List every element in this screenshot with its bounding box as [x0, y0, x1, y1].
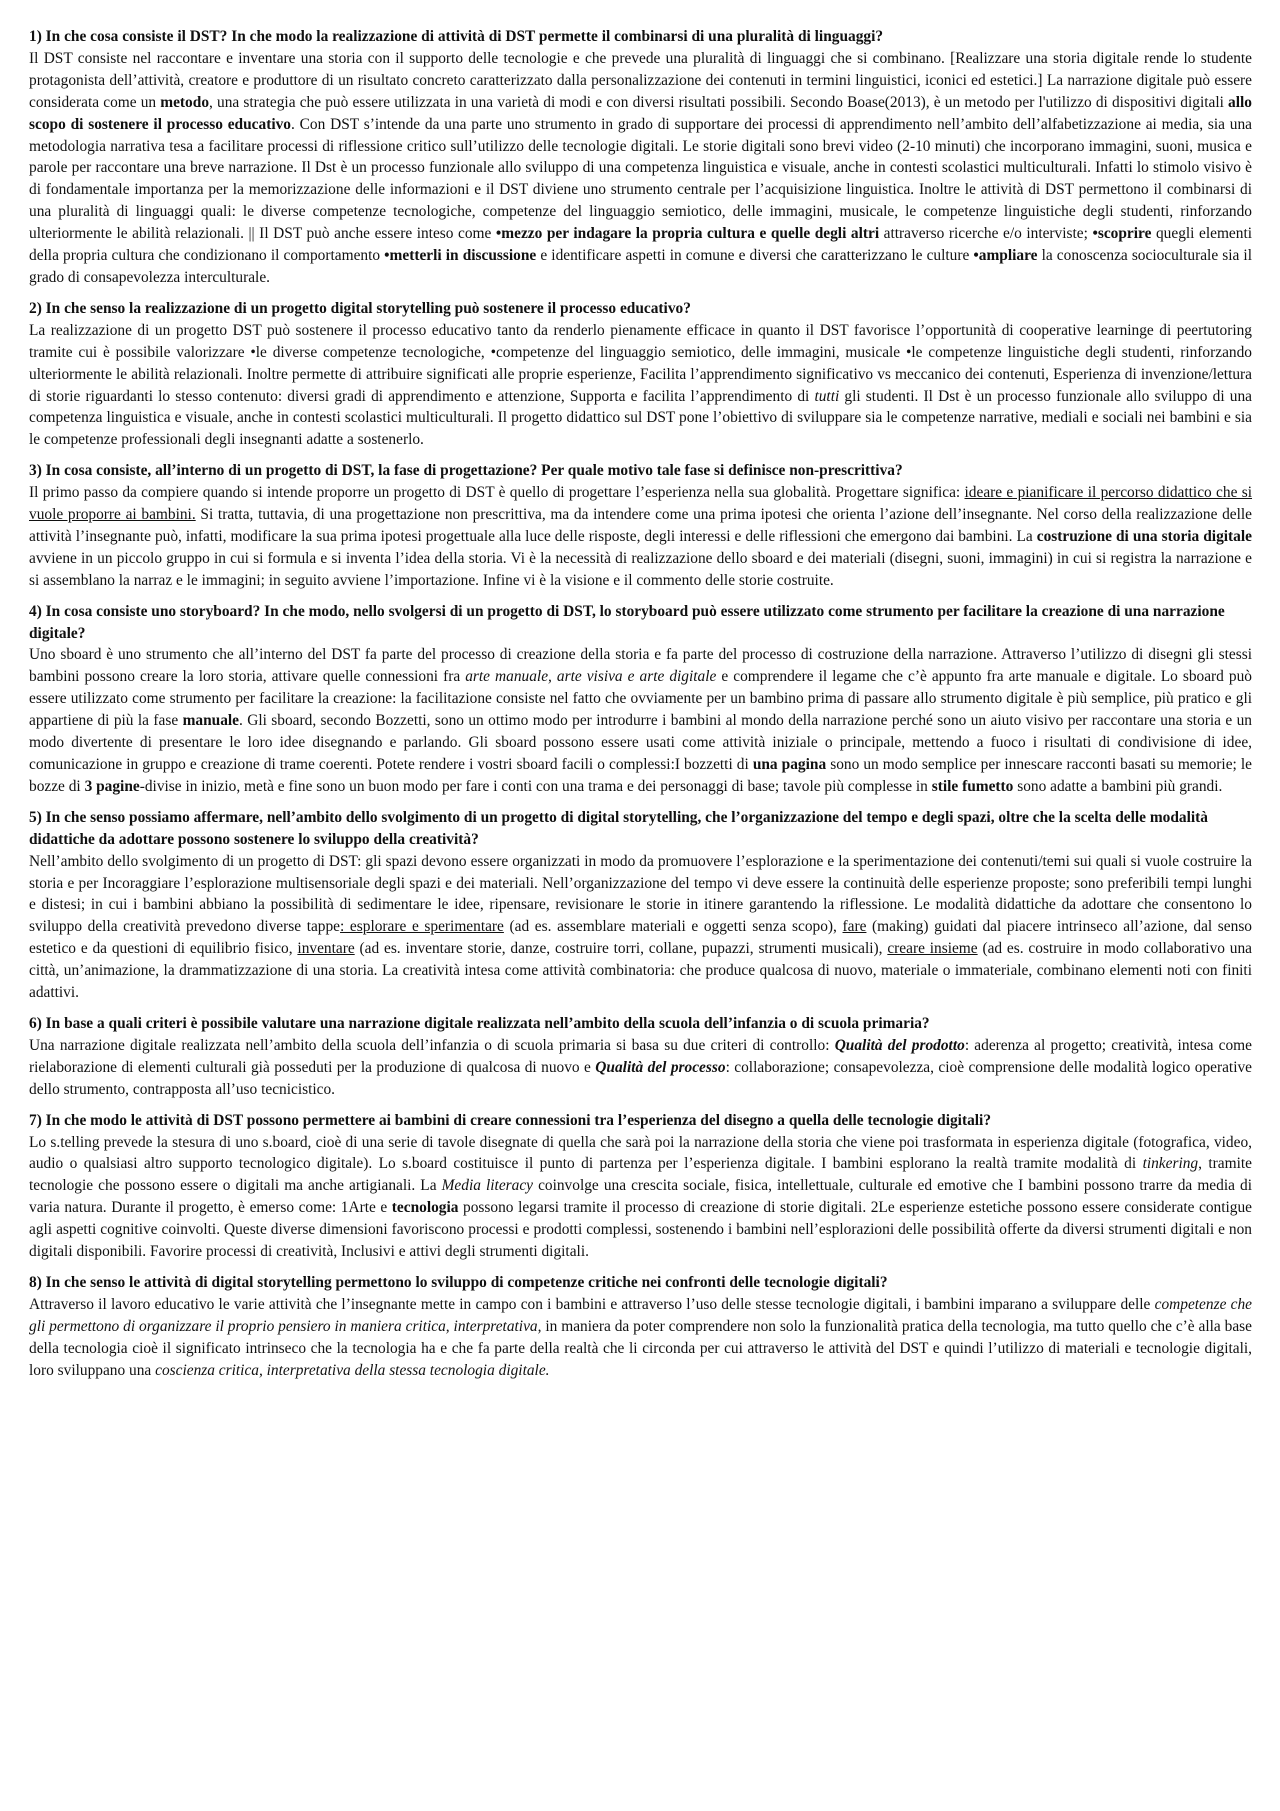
answer-text: Lo s.telling prevede la stesura di uno s.board, cioè di una serie di tavole disegnate di quella che sarà poi la narrazione della storia che viene poi trasformata in esperienza digitale (fotografica, video, audio o qualsiasi altro supporto tecnologico digitale). Lo s.board costituisce il punto di partenza per l’esperienza digitale. I bambini esplorano la realtà tramite modalità di — [29, 1133, 1252, 1173]
answer-emphasis: creare insieme — [887, 940, 978, 958]
answer-text: in maniera da poter comprendere non solo la funzionalità pratica della tecnologia, ma tutto quello che c’è alla base della tecnologia cioè il significato intrinseco che la tecnologia ha e che fa parte della realtà che li circonda per cui attraverso le attività del DST e quindi l’utilizzo di materiali e tecnologie digitali, loro sviluppano una — [29, 1317, 1252, 1379]
answer-paragraph — [29, 48, 1252, 289]
answer-text: (making) guidati dal piacere intrinseco all’azione, dal senso estetico e da questioni di equilibrio fisico, — [29, 918, 1253, 958]
answer-emphasis: •metterli in discussione — [384, 247, 537, 265]
answer-text: quegli elementi della propria cultura che condizionano il comportamento — [29, 225, 1252, 265]
answer-emphasis: competenze che gli permettono di organizzare il proprio pensiero in maniera critica, interpretativa, — [29, 1295, 1252, 1335]
answer-emphasis: una pagina — [752, 756, 827, 773]
answer-emphasis: arte manuale, arte visiva e arte digitale — [465, 668, 717, 686]
answer-text: Il DST consiste nel raccontare e inventare una storia con il supporto delle tecnologie e che prevede una pluralità di linguaggi che si combinano. [Realizzare una storia digitale rende lo studente protagonista dell’attività, creatore e produttore di un risultato concreto caratterizzato dalla personalizzazione dei contenuti in termini linguistici, iconici ed estetici.] La narrazione digitale può essere considerata come un — [29, 49, 1252, 111]
qa-block — [29, 807, 1252, 1004]
qa-block — [29, 1013, 1252, 1101]
answer-text: . Con DST s’intende da una parte uno strumento in grado di supportare dei processi di apprendimento nell’ambito dell’alfabetizzazione ai media, sia una metodologia narrativa tesa a facilitare processi di riflessione critico sull’utilizzo delle tecnologie digitali. Le storie digitali sono brevi video (2-10 minuti) che incorporano immagini, suoni, musica e parole per raccontare una breve narrazione. Il Dst è un processo funzionale allo sviluppo di una competenza linguistica e visuale, anche in contesti scolastici multiculturali. Infatti lo stimolo visivo è di fondamentale importanza per la memorizzazione delle informazioni e il DST diviene uno strumento centrale per l’acquisizione linguistica. Inoltre le attività di DST permettono il combinarsi di una pluralità di linguaggi quali: le diverse competenze tecnologiche, competenze del linguaggio semiotico, delle immagini, musicale, le competenze linguistiche degli studenti, rinforzando ulteriormente le abilità relazionali. || Il DST può anche essere inteso come — [29, 115, 1252, 243]
answer-text: coinvolge una crescita sociale, fisica, intellettuale, culturale ed emotive che I bambini possono trarre da media di varia natura. Durante il progetto, è emerso come: 1Arte e — [29, 1177, 1252, 1217]
answer-text: La realizzazione di un progetto DST può sostenere il processo educativo tanto da renderlo pienamente efficace in quanto il DST favorisce l’opportunità di cooperative learninge di peertutoring tramite cui è possibile valorizzare •le diverse competenze tecnologiche, •competenze del linguaggio semiotico, delle immagini, musicale •le competenze linguistiche degli studenti, rinforzando ulteriormente le abilità relazionali. Inoltre permette di attribuire significati alle proprie esperienze, Facilita l’apprendimento significativo vs meccanico dei contenuti, Esperienza di invenzione/lettura di storie riguardanti lo stesso contenuto: diversi gradi di apprendimento e attenzione, Supporta e facilita l’apprendimento di — [29, 321, 1252, 405]
answer-text: sono adatte a bambini più grandi. — [1013, 777, 1223, 795]
question-heading: 4) In cosa consiste uno storyboard? In che modo, nello svolgersi di un progetto di DST, lo storyboard può essere utilizzato come strumento per facilitare la creazione di una narrazione digitale? — [29, 602, 1225, 642]
answer-text: Nell’ambito dello svolgimento di un progetto di DST: gli spazi devono essere organizzati in modo da promuovere l’esplorazione e la sperimentazione dei contenuti/temi sui quali si vuole costruire la storia e per Incoraggiare l’esplorazione multisensoriale degli spazi e dei materiali. Nell’organizzazione del tempo vi deve essere la continuità delle esperienze proposte; sono preferibili tempi lunghi e distesi; in cui i bambini abbiano la possibilità di sedimentare le idee, ripensare, revisionare le storie in itinere garantendo la riflessione. Le modalità didattiche da adottare che consentono lo sviluppo della creatività prevedono diverse tappe — [29, 852, 1252, 936]
question-heading: 2) In che senso la realizzazione di un progetto digital storytelling può sostenere il processo educativo? — [29, 299, 691, 317]
answer-emphasis: ideare e pianificare il percorso didattico che si vuole proporre ai bambini. — [29, 484, 1253, 524]
answer-emphasis: allo scopo di sostenere il processo educativo — [29, 93, 1252, 133]
answer-emphasis: coscienza critica, interpretativa della stessa tecnologia digitale. — [155, 1361, 550, 1379]
answer-text: Uno sboard è uno strumento che all’interno del DST fa parte del processo di creazione della storia e fa parte del processo di costruzione della narrazione. Attraverso l’utilizzo di disegni gli stessi bambini possono creare la loro storia, attivare quelle connessioni fra — [29, 646, 1252, 686]
question-heading: 8) In che senso le attività di digital storytelling permettono lo sviluppo di competenze critiche nei confronti delle tecnologie digitali? — [29, 1273, 888, 1291]
answer-emphasis: tecnologia — [391, 1199, 459, 1217]
answer-text: : collaborazione; consapevolezza, cioè comprensione delle modalità logico operative dello strumento, contrapposta all’uso tecnicistico. — [29, 1058, 1253, 1098]
answer-text: attraverso ricerche e/o interviste; — [879, 225, 1093, 243]
answer-emphasis: tutti — [814, 387, 840, 405]
answer-text: (ad es. assemblare materiali e oggetti senza scopo), — [503, 918, 843, 936]
question-heading: 1) In che cosa consiste il DST? In che modo la realizzazione di attività di DST permette il combinarsi di una pluralità di linguaggi? — [29, 28, 884, 45]
answer-emphasis: Media literacy — [441, 1177, 533, 1195]
answer-paragraph — [29, 1132, 1252, 1263]
answer-paragraph — [29, 644, 1252, 797]
answer-emphasis: 3 pagine — [84, 777, 140, 795]
question-heading: 5) In che senso possiamo affermare, nell’ambito dello svolgimento di un progetto di digital storytelling, che l’organizzazione del tempo e degli spazi, oltre che la scelta delle modalità didattiche da adottare possono sostenere lo sviluppo della creatività? — [29, 808, 1208, 848]
answer-emphasis: •scoprire — [1092, 225, 1152, 243]
qa-block — [29, 26, 1252, 289]
qa-block — [29, 298, 1252, 451]
answer-text: -divise in inizio, metà e fine sono un buon modo per fare i conti con una trama e dei personaggi di base; tavole più complesse in — [139, 777, 932, 795]
qa-block — [29, 601, 1252, 798]
answer-emphasis: manuale — [182, 712, 239, 730]
answer-text: la conoscenza socioculturale sia il grado di consapevolezza interculturale. — [29, 247, 1252, 286]
answer-text: e identificare aspetti in comune e diversi che caratterizzano le culture — [536, 247, 974, 265]
qa-block — [29, 1110, 1252, 1263]
answer-emphasis: fare — [842, 918, 867, 936]
answer-paragraph — [29, 851, 1252, 1004]
question-heading: 7) In che modo le attività di DST possono permettere ai bambini di creare connessioni tra l’esperienza del disegno a quella delle tecnologie digitali? — [29, 1111, 992, 1129]
answer-emphasis: metodo — [160, 93, 210, 111]
answer-emphasis: stile fumetto — [931, 777, 1014, 795]
answer-emphasis: inventare — [297, 940, 355, 958]
answer-emphasis: Qualità del prodotto — [834, 1036, 965, 1054]
answer-paragraph — [29, 1294, 1252, 1382]
qa-block — [29, 460, 1252, 591]
answer-text: Il primo passo da compiere quando si intende proporre un progetto di DST è quello di progettare l’esperienza nella sua globalità. Progettare significa: — [29, 484, 965, 502]
answer-text: gli studenti. Il Dst è un processo funzionale allo sviluppo di una competenza linguistica e visuale, anche in contesti scolastici multiculturali. Il progetto didattico sul DST pone l’obiettivo di sviluppare sia le competenze narrative, mediali e sociali nei bambini e sia le competenze professionali degli insegnanti adatte a sostenerlo. — [29, 387, 1252, 449]
question-heading: 6) In base a quali criteri è possibile valutare una narrazione digitale realizzata nell’ambito della scuola dell’infanzia o di scuola primaria? — [29, 1014, 930, 1032]
answer-text: , una strategia che può essere utilizzata in una varietà di modi e con diversi risultati possibili. Secondo Boase(2013), è un metodo per l'utilizzo di dispositivi digitali — [209, 93, 1229, 111]
answer-paragraph — [29, 482, 1252, 592]
question-heading: 3) In cosa consiste, all’interno di un progetto di DST, la fase di progettazione? Per quale motivo tale fase si definisce non-prescrittiva? — [29, 462, 903, 480]
answer-text: e comprendere il legame che c’è appunto fra arte manuale e digitale. Lo sboard può essere utilizzato come strumento per facilitare la creazione: la facilitazione consiste nel fatto che ovviamente per un bambino prima di passare allo strumento digitale è più semplice, più pratico e gli appartiene di più la fase — [29, 668, 1252, 730]
answer-text: (ad es. costruire in modo collaborativo una città, un’animazione, la drammatizzazione di una storia. La creatività intesa come attività combinatoria: che produce qualcosa di nuovo, materiale o immateriale, combinano elementi noti con finiti adattivi. — [29, 940, 1252, 1002]
answer-emphasis: •mezzo per indagare la propria cultura e quelle degli altri — [495, 225, 880, 243]
answer-text: . Gli sboard, secondo Bozzetti, sono un ottimo modo per introdurre i bambini al mondo della narrazione perché sono un aiuto visivo per raccontare una storia e un modo divertente di presentare le loro idee disegnando e parlando. Gli sboard possono essere usati come attività iniziale o principale, mettendo a fuoco i risultati di condivisione di idee, comunicazione in gruppo e creazione di trame coerenti. Potete rendere i vostri sboard facili o complessi:I bozzetti di — [29, 712, 1252, 773]
answer-emphasis: Qualità del processo — [595, 1058, 726, 1076]
answer-text: Attraverso il lavoro educativo le varie attività che l’insegnante mette in campo con i bambini e attraverso l’uso delle stesse tecnologie digitali, i bambini imparano a sviluppare delle — [29, 1295, 1155, 1313]
answer-paragraph — [29, 320, 1252, 451]
answer-emphasis: tinkering — [1142, 1155, 1199, 1173]
answer-text: : aderenza al progetto; creatività, intesa come rielaborazione di elementi culturali già posseduti per la produzione di qualcosa di nuovo e — [29, 1036, 1252, 1076]
answer-text: , tramite tecnologie che possono essere o digitali ma anche artigianali. La — [29, 1155, 1252, 1195]
answer-text: Una narrazione digitale realizzata nell’ambito della scuola dell’infanzia o di scuola primaria si basa su due criteri di controllo: — [29, 1036, 835, 1054]
answer-text: avviene in un piccolo gruppo in cui si formula e si inventa l’idea della storia. Vi è la necessità di realizzazione dello sboard e dei materiali (disegni, suoni, immagini) in cui si registra la narrazione e si assemblano la narraz e le immagini; in seguito avviene l’importazione. Infine vi è la visione e il commento delle storie costruite. — [29, 549, 1252, 589]
qa-block — [29, 1272, 1252, 1382]
answer-paragraph — [29, 1035, 1252, 1101]
answer-emphasis: : esplorare e sperimentare — [340, 918, 504, 936]
answer-text: Si tratta, tuttavia, di una progettazione non prescrittiva, ma da intendere come una prima ipotesi che orienta l’azione dell’insegnante. Nel corso della realizzazione delle attività l’insegnante può, infatti, modificare la sua prima ipotesi progettuale alla luce delle risposte, degli interessi e delle riflessioni che emergono dai bambini. La — [29, 506, 1253, 545]
answer-emphasis: costruzione di una storia digitale — [1036, 527, 1252, 545]
answer-text: (ad es. inventare storie, danze, costruire torri, collane, pupazzi, strumenti musicali), — [354, 940, 888, 958]
answer-text: sono un modo semplice per innescare racconti basati su memorie; le bozze di — [29, 756, 1252, 795]
answer-emphasis: •ampliare — [973, 247, 1038, 265]
answer-text: possono legarsi tramite il processo di creazione di storie digitali. 2Le esperienze estetiche possono essere considerate contigue agli aspetti cognitive coinvolti. Queste diverse dimensioni favoriscono processi e prodotti complessi, sostenendo i bambini nell’esplorazioni delle possibilità offerte da diversi strumenti digitali e non digitali disponibili. Favorire processi di creatività, Inclusivi e attivi degli strumenti digitali. — [29, 1199, 1252, 1261]
